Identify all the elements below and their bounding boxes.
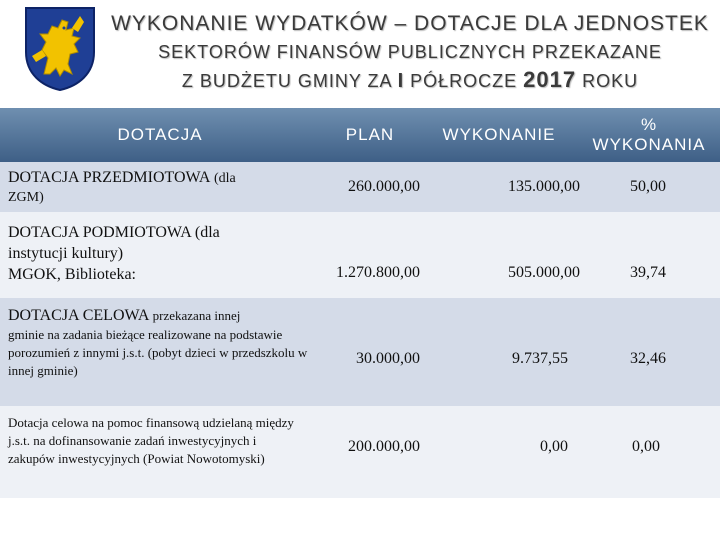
row-label-line3: MGOK, Biblioteka: [8,266,136,283]
header-plan: PLAN [345,125,395,144]
cell-procent: 39,74 [630,264,666,281]
cell-plan: 200.000,00 [348,438,420,455]
row-label-rest: (dla [210,171,236,186]
table-row [0,162,720,212]
row-label-body: Dotacja celowa na pomoc finansową udzielaną między j.s.t. na dofinansowanie zadań inwestycyjnych i zakupów inwestycyjnych (Powiat Nowotomyski) [8,415,294,466]
header-procent-symbol: % [640,115,658,134]
header-dotacja: DOTACJA [117,125,203,144]
table-row [0,406,720,498]
cell-procent: 50,00 [630,178,666,195]
cell-wykonanie: 505.000,00 [508,264,580,281]
lion-crest-icon [22,4,98,92]
row-label [0,414,320,468]
row-label-rest: przekazana innej [149,308,241,323]
title-line-3-d: ROKU [576,71,639,91]
cell-wykonanie: 135.000,00 [508,178,580,195]
title-line-3-b: I [397,70,405,92]
row-label [0,168,320,207]
row-label [0,306,320,380]
row-label-main: DOTACJA PRZEDMIOTOWA [8,169,211,186]
cell-procent: 32,46 [630,350,666,367]
row-label-body: gminie na zadania bieżące realizowane na podstawie porozumień z innymi j.s.t. (pobyt dzieci w przedszkolu w innej gminie) [8,327,308,378]
header-procent-label: WYKONANIA [592,135,706,154]
table-header [0,108,720,162]
row-label-line2: instytucji kultury) [8,245,124,262]
title-line-1: WYKONANIE WYDATKÓW – DOTACJE DLA JEDNOSTEK [111,12,709,35]
row-label-line2: ZGM) [8,190,44,205]
row-label-main: DOTACJA CELOWA [8,307,150,324]
title-line-3 [105,66,715,95]
row-label [0,222,320,285]
header-procent [578,108,720,162]
page-title [105,10,715,95]
dotacje-table [0,108,720,466]
cell-plan: 30.000,00 [356,350,420,367]
cell-procent: 0,00 [632,438,660,455]
title-year: 2017 [523,67,577,92]
table-row [0,298,720,406]
cell-plan: 1.270.800,00 [336,264,420,281]
title-line-2: SEKTORÓW FINANSÓW PUBLICZNYCH PRZEKAZANE [158,42,662,62]
header-wykonanie: WYKONANIE [442,125,556,144]
title-line-3-a: Z BUDŻETU GMINY ZA [181,71,398,91]
cell-wykonanie: 9.737,55 [512,350,568,367]
title-line-3-c: PÓŁROCZE [404,71,524,91]
cell-plan: 260.000,00 [348,178,420,195]
cell-wykonanie: 0,00 [540,438,568,455]
row-label-line1: DOTACJA PODMIOTOWA (dla [8,224,220,241]
table-row [0,212,720,298]
